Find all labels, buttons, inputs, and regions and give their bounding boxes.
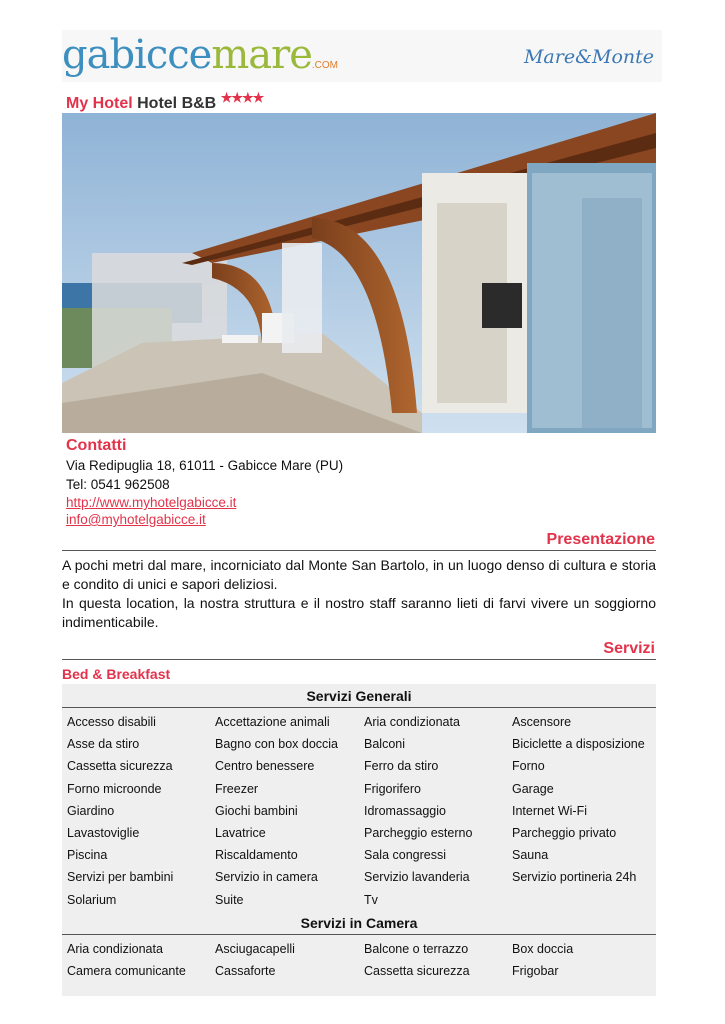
service-item: Lavastoviglie [67,825,140,840]
hotel-title [66,88,263,114]
contact-phone: Tel: 0541 962508 [66,477,170,492]
service-item: Freezer [215,781,259,796]
service-item: Parcheggio privato [512,825,617,840]
logo-banner [62,30,662,82]
service-item: Parcheggio esterno [364,825,473,840]
service-item: Tv [364,892,378,907]
service-item: Cassetta sicurezza [364,963,470,978]
service-item: Servizi per bambini [67,870,174,885]
service-item: Box doccia [512,941,574,956]
servizi-camera-grid [62,938,656,982]
presentazione-text [62,556,656,632]
service-item: Forno microonde [67,781,162,796]
contacts-heading: Contatti [66,437,127,454]
presentazione-paragraph-2: In questa location, la nostra struttura e il nostro staff saranno lieti di farvi vivere un soggiorno indimenticabile. [62,595,656,630]
service-item: Suite [215,892,244,907]
service-item: Aria condizionata [364,715,460,729]
service-item: Biciclette a disposizione [512,737,645,752]
email-link[interactable]: info@myhotelgabicce.it [66,512,206,527]
service-item: Balconi [364,737,405,752]
service-item: Garage [512,781,554,796]
service-item: Cassaforte [215,963,276,978]
servizi-divider [62,659,656,660]
service-item: Sauna [512,848,549,863]
service-item: Camera comunicante [67,963,186,978]
service-item: Balcone o terrazzo [364,941,469,956]
service-item: Piscina [67,848,108,863]
page-header [0,0,725,85]
service-item: Servizio portineria 24h [512,870,637,885]
hotel-name-dark: Hotel B&B [137,95,217,112]
servizi-subheading: Bed & Breakfast [62,666,171,682]
site-logo[interactable] [62,30,338,91]
hotel-photo [62,113,656,433]
service-item: Lavatrice [215,825,266,840]
service-item: Forno [512,759,545,774]
logo-part2: mare [211,32,312,78]
contact-address: Via Redipuglia 18, 61011 - Gabicce Mare (PU) [66,458,344,473]
service-item: Internet Wi-Fi [512,803,588,818]
service-item: Idromassaggio [364,803,446,818]
terrace-illustration [62,113,656,433]
service-item [512,889,661,911]
service-item: Frigorifero [364,781,421,796]
servizi-generali-grid [62,711,656,911]
service-item: Servizio lavanderia [364,870,470,885]
star-rating-icon: ★★★★ [220,90,264,105]
service-item: Asciugacapelli [215,941,295,956]
service-item: Solarium [67,892,117,907]
service-item: Accettazione animali [215,715,330,729]
presentazione-divider [62,550,656,551]
service-item: Riscaldamento [215,848,298,863]
website-link[interactable]: http://www.myhotelgabicce.it [66,495,237,510]
partner-logo[interactable]: Mare&Monte [523,46,654,68]
service-item: Sala congressi [364,848,446,863]
service-item: Ascensore [512,715,572,729]
hotel-name-red: My Hotel [66,95,133,112]
logo-suffix: .COM [311,60,339,71]
service-item: Aria condizionata [67,941,163,956]
service-item: Cassetta sicurezza [67,759,173,774]
service-item: Bagno con box doccia [215,737,339,752]
servizi-camera-title: Servizi in Camera [62,911,656,935]
service-item: Giardino [67,803,115,818]
service-item: Centro benessere [215,759,315,774]
presentazione-heading: Presentazione [546,531,655,548]
logo-part1: gabicce [62,32,212,78]
servizi-generali-title: Servizi Generali [62,684,656,708]
service-item: Accesso disabili [67,715,156,729]
service-item: Servizio in camera [215,870,318,885]
services-table [62,684,656,996]
service-item: Ferro da stiro [364,759,439,774]
presentazione-paragraph-1: A pochi metri dal mare, incorniciato dal Monte San Bartolo, in un luogo denso di cultura e storia e condito di unici e sapori deliziosi. [62,557,656,592]
service-item: Frigobar [512,963,559,978]
service-item: Asse da stiro [67,737,140,752]
service-item: Giochi bambini [215,803,298,818]
servizi-heading: Servizi [603,640,655,657]
contacts-block [66,436,343,528]
